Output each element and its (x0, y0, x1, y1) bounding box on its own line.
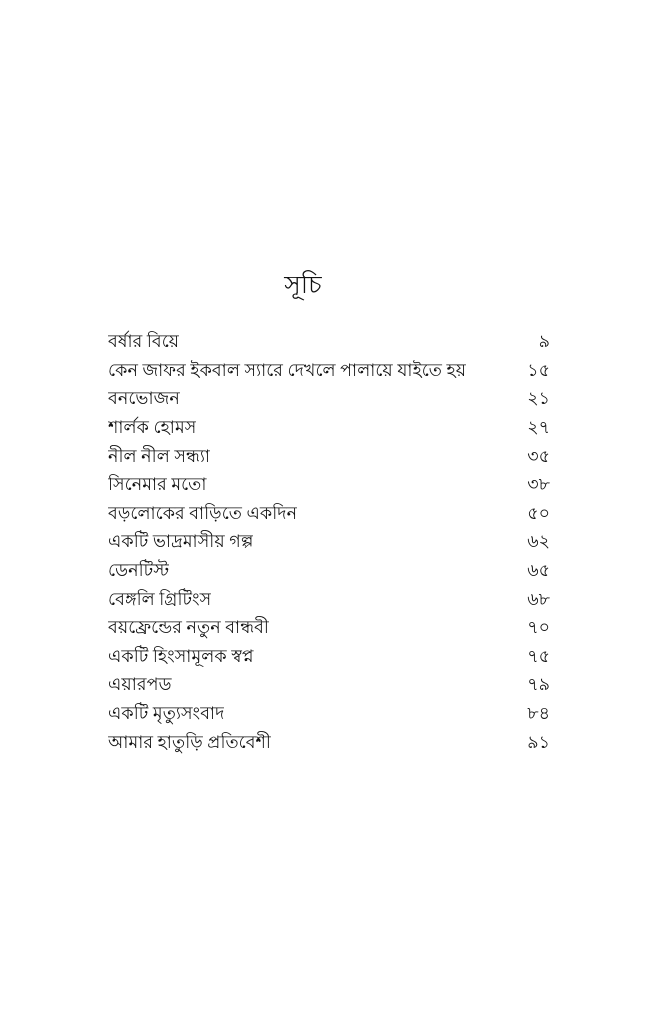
toc-entry-title: বয়ফ্রেন্ডের নতুন বান্ধবী (108, 617, 269, 638)
toc-entry-title: বনভোজন (108, 388, 180, 409)
toc-entry[interactable] (108, 327, 550, 356)
toc-entry[interactable] (108, 413, 550, 442)
toc-entry-page-number: ৭৫ (527, 645, 550, 666)
toc-entry-page-number: ৯১ (527, 731, 550, 752)
toc-entry-title: বড়লোকের বাড়িতে একদিন (108, 502, 298, 523)
toc-entry-page-number: ৮৪ (527, 702, 550, 723)
toc-entry-page-number: ২১ (527, 388, 550, 409)
toc-entry-page-number: ৬৫ (527, 560, 550, 580)
toc-entry-title: আমার হাতুড়ি প্রতিবেশী (108, 731, 272, 752)
toc-entry[interactable] (108, 384, 550, 413)
toc-entry[interactable] (108, 728, 550, 757)
toc-entry-page-number: ৯ (538, 331, 550, 352)
toc-entry[interactable] (108, 585, 550, 614)
toc-entry[interactable] (108, 527, 550, 556)
table-of-contents (108, 270, 550, 756)
toc-entry-page-number: ১৫ (527, 359, 550, 380)
toc-entry-page-number: ৭০ (527, 617, 550, 638)
toc-entry-page-number: ৩৮ (527, 474, 550, 495)
toc-entry[interactable] (108, 699, 550, 728)
toc-entry-page-number: ৬২ (527, 531, 550, 552)
toc-entry-page-number: ৬৮ (527, 588, 550, 609)
toc-entry-title: বর্ষার বিয়ে (108, 331, 180, 352)
toc-entry-title: ডেনটিস্ট (108, 560, 170, 580)
toc-entry[interactable] (108, 670, 550, 699)
toc-entry-title: শার্লক হোমস (108, 417, 197, 438)
toc-entry[interactable] (108, 642, 550, 671)
toc-entry-title: কেন জাফর ইকবাল স্যারে দেখলে পালায়ে যাইতে হয় (108, 359, 467, 380)
page-title: সূচি (284, 272, 322, 299)
toc-entry-list (108, 327, 550, 756)
toc-entry[interactable] (108, 613, 550, 642)
toc-entry-title: একটি মৃত্যুসংবাদ (108, 702, 225, 723)
toc-entry-page-number: ৩৫ (527, 445, 550, 466)
toc-entry-title: একটি হিংসামূলক স্বপ্ন (108, 645, 254, 666)
toc-entry[interactable] (108, 556, 550, 585)
toc-entry[interactable] (108, 470, 550, 499)
toc-entry[interactable] (108, 442, 550, 471)
toc-entry-page-number: ২৭ (527, 417, 550, 438)
toc-entry[interactable] (108, 356, 550, 385)
toc-entry-title: একটি ভাদ্রমাসীয় গল্প (108, 531, 254, 552)
toc-entry-title: সিনেমার মতো (108, 474, 207, 495)
toc-entry-title: বেঙ্গলি গ্রিটিংস (108, 588, 212, 609)
toc-entry-page-number: ৭৯ (527, 674, 550, 695)
toc-entry-page-number: ৫০ (527, 502, 550, 523)
toc-entry-title: নীল নীল সন্ধ্যা (108, 445, 211, 466)
toc-entry[interactable] (108, 499, 550, 528)
toc-entry-title: এয়ারপড (108, 674, 172, 695)
